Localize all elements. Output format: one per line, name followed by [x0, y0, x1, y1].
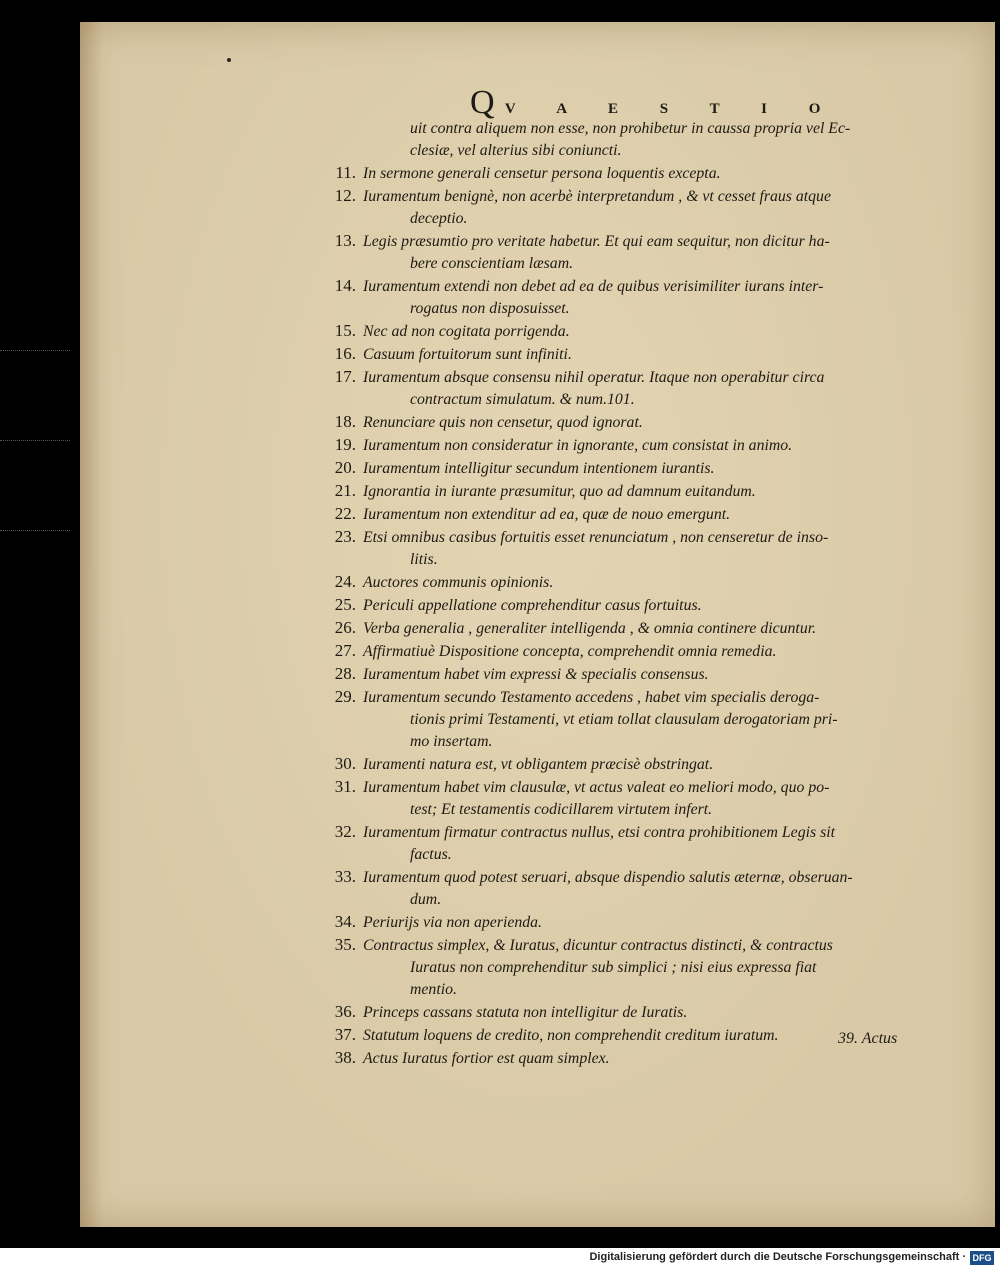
list-item: rogatus non disposuisset. — [410, 300, 570, 317]
dfg-logo: DFG — [970, 1251, 994, 1265]
list-item — [320, 343, 920, 366]
list-item — [320, 617, 920, 640]
list-item — [320, 275, 920, 298]
item-number: 14. — [334, 276, 356, 295]
list-item — [320, 753, 920, 776]
catchword: 39. Actus — [838, 1030, 898, 1047]
scan-edge-mark — [0, 530, 70, 532]
item-text: Ignorantia in iurante præsumitur, quo ad damnum euitandum. — [363, 483, 756, 500]
list-item — [320, 526, 920, 549]
item-number: 30. — [334, 754, 356, 773]
item-number: 27. — [334, 641, 356, 660]
item-text: Periculi appellatione comprehenditur casus fortuitus. — [363, 597, 702, 614]
list-item — [320, 640, 920, 663]
item-number: 26. — [334, 618, 356, 637]
header-initial: Q — [470, 84, 495, 121]
item-text: Affirmatiuè Dispositione concepta, comprehendit omnia remedia. — [363, 643, 777, 660]
list-item — [320, 162, 920, 185]
item-text: Iuramentum intelligitur secundum intentionem iurantis. — [363, 460, 715, 477]
item-number: 37. — [334, 1025, 356, 1044]
item-number: 18. — [334, 412, 356, 431]
list-item — [320, 663, 920, 686]
item-number: 36. — [334, 1002, 356, 1021]
item-text: Iuramentum quod potest seruari, absque dispendio salutis æternæ, obseruan- — [363, 869, 853, 886]
item-number: 19. — [334, 435, 356, 454]
item-text: Iuramenti natura est, vt obligantem præcisè obstringat. — [363, 756, 714, 773]
summary-list — [320, 118, 920, 1070]
item-number: 32. — [334, 822, 356, 841]
footer-bar — [0, 1248, 1000, 1269]
intro-line: uit contra aliquem non esse, non prohibetur in caussa propria vel Ec- — [410, 120, 851, 137]
list-item: litis. — [410, 551, 438, 568]
item-text: In sermone generali censetur persona loquentis excepta. — [363, 165, 721, 182]
list-item — [320, 1001, 920, 1024]
list-item — [320, 594, 920, 617]
item-text: Casuum fortuitorum sunt infiniti. — [363, 346, 572, 363]
item-number: 23. — [334, 527, 356, 546]
item-number: 20. — [334, 458, 356, 477]
item-text: Actus Iuratus fortior est quam simplex. — [363, 1050, 610, 1067]
list-item — [320, 866, 920, 889]
ink-spot — [227, 58, 231, 62]
item-number: 24. — [334, 572, 356, 591]
item-text: Princeps cassans statuta non intelligitur de Iuratis. — [363, 1004, 688, 1021]
list-item — [320, 230, 920, 253]
list-item — [320, 457, 920, 480]
intro-line: clesiæ, vel alterius sibi coniuncti. — [410, 142, 622, 159]
item-number: 35. — [334, 935, 356, 954]
list-item — [320, 911, 920, 934]
scan-edge-mark — [0, 440, 70, 442]
item-text: Iuramentum habet vim clausulæ, vt actus valeat eo meliori modo, quo po- — [363, 779, 830, 796]
list-item — [320, 776, 920, 799]
item-number: 13. — [334, 231, 356, 250]
item-number: 29. — [334, 687, 356, 706]
item-number: 17. — [334, 367, 356, 386]
header-rest: V A E S T I O — [504, 101, 840, 117]
item-text: Iuramentum non consideratur in ignorante, cum consistat in animo. — [363, 437, 793, 454]
item-number: 11. — [335, 163, 356, 182]
item-text: Iuramentum extendi non debet ad ea de quibus verisimiliter iurans inter- — [363, 278, 824, 295]
list-item: test; Et testamentis codicillarem virtutem infert. — [410, 801, 713, 818]
list-item — [320, 571, 920, 594]
item-number: 34. — [334, 912, 356, 931]
item-text: Iuramentum habet vim expressi & specialis consensus. — [363, 666, 709, 683]
list-item — [320, 503, 920, 526]
list-item: mo insertam. — [410, 733, 493, 750]
list-item: factus. — [410, 846, 452, 863]
item-number: 25. — [334, 595, 356, 614]
list-item — [320, 1047, 920, 1070]
item-number: 16. — [334, 344, 356, 363]
item-number: 38. — [334, 1048, 356, 1067]
item-text: Iuramentum benignè, non acerbè interpretandum , & vt cesset fraus atque — [363, 188, 831, 205]
item-text: Periurijs via non aperienda. — [363, 914, 543, 931]
list-item — [320, 821, 920, 844]
item-text: Statutum loquens de credito, non comprehendit creditum iuratum. — [363, 1027, 779, 1044]
list-item: tionis primi Testamenti, vt etiam tollat clausulam derogatoriam pri- — [410, 711, 838, 728]
list-item — [320, 366, 920, 389]
item-text: Iuramentum firmatur contractus nullus, etsi contra prohibitionem Legis sit — [363, 824, 836, 841]
item-text: Nec ad non cogitata porrigenda. — [363, 323, 570, 340]
list-item — [320, 320, 920, 343]
item-text: Contractus simplex, & Iuratus, dicuntur contractus distincti, & contractus — [363, 937, 833, 954]
list-item — [320, 686, 920, 709]
item-number: 21. — [334, 481, 356, 500]
item-number: 12. — [334, 186, 356, 205]
item-number: 15. — [334, 321, 356, 340]
list-item — [320, 1024, 920, 1047]
scan-edge-mark — [0, 350, 70, 352]
list-item: deceptio. — [410, 210, 468, 227]
list-item: dum. — [410, 891, 442, 908]
list-item: contractum simulatum. & num.101. — [410, 391, 635, 408]
list-item — [320, 434, 920, 457]
running-header — [470, 84, 839, 122]
item-text: Auctores communis opinionis. — [363, 574, 554, 591]
list-item: mentio. — [410, 981, 457, 998]
list-item: bere conscientiam læsam. — [410, 255, 574, 272]
item-text: Verba generalia , generaliter intelligenda , & omnia continere dicuntur. — [363, 620, 817, 637]
item-text: Renunciare quis non censetur, quod ignorat. — [363, 414, 643, 431]
item-text: Iuramentum secundo Testamento accedens , habet vim specialis deroga- — [363, 689, 820, 706]
item-number: 31. — [334, 777, 356, 796]
item-text: Legis præsumtio pro veritate habetur. Et qui eam sequitur, non dicitur ha- — [363, 233, 830, 250]
item-number: 22. — [334, 504, 356, 523]
item-text: Iuramentum absque consensu nihil operatur. Itaque non operabitur circa — [363, 369, 825, 386]
item-number: 33. — [334, 867, 356, 886]
list-item — [320, 934, 920, 957]
item-text: Iuramentum non extenditur ad ea, quæ de nouo emergunt. — [363, 506, 731, 523]
item-text: Etsi omnibus casibus fortuitis esset renunciatum , non censeretur de inso- — [363, 529, 829, 546]
item-number: 28. — [334, 664, 356, 683]
list-item — [320, 480, 920, 503]
list-item: Iuratus non comprehenditur sub simplici ; nisi eius expressa fiat — [410, 959, 817, 976]
footer-credit: Digitalisierung gefördert durch die Deutsche Forschungsgemeinschaft · — [589, 1251, 966, 1263]
list-item — [320, 411, 920, 434]
list-item — [320, 185, 920, 208]
